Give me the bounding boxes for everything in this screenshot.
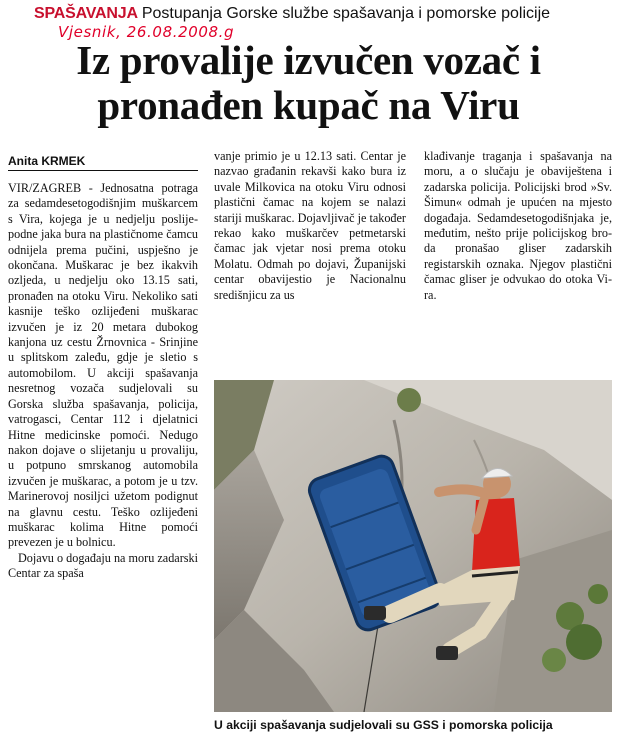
rescue-photo	[214, 380, 612, 712]
rescue-photo-illustration	[214, 380, 612, 712]
article-column-3	[424, 149, 612, 375]
article-column-2	[214, 149, 406, 375]
headline	[0, 38, 617, 128]
source-stamp: Vjesnik, 26.08.2008.g	[58, 23, 235, 41]
paragraph: vanje primio je u 12.13 sati. Centar je nazvao građanin rekavši kako bura iz uvale Milkovica na otoku Viru odnosi plastični čamac na kojem se nalazi stariji muškarac. Dojavljivač je također rekao kako muškarčev petmetarski čamac jak vjetar nosi prema otoku Molatu. Odmah po dojavi, Županijski centar obavijestio je Nacionalnu središnjicu za us	[214, 149, 406, 302]
byline: Anita KRMEK	[8, 154, 198, 171]
section-subtitle: Postupanja Gorske službe spašavanja i pomorske policije	[141, 5, 551, 22]
photo-caption: U akciji spašavanja sudjelovali su GSS i pomorska policija	[214, 718, 553, 732]
paragraph: Dojavu o događaju na moru zadarski Centar za spaša	[8, 550, 198, 581]
article-column-1	[8, 181, 198, 741]
headline-line-1: Iz provalije izvučen vozač i	[76, 37, 541, 83]
headline-line-2: pronađen kupač na Viru	[97, 82, 520, 128]
section-label: SPAŠAVANJA	[34, 5, 138, 22]
paragraph: VIR/ZAGREB - Jednosatna potraga za sedamdesetogodišnjim muškarcem s Vira, kojega je u nedjelju poslijepodne jaka bura na plastičnome čamcu odnijela prema pučini, uspješno je okončana. Muškarac je bez ikakvih ozljeda, u nedjelju oko 13.15 sati, pronađen na otoku Viru. Nekoliko sati kasnije teško ozlijeđeni muškarac izvučen je iz 20 metara dubokog kanjona uz cestu Žrnovnica - Srinjine u splitskom zaleđu, gdje je sletio s automobilom. U akciji spašavanja nesretnog vozača sudjelovali su Gorska služba spašavanja, policija, vatrogasci, Centar 112 i djelatnici Hitne medicinske pomoći. Nedugo nakon dojave o slijetanju u provaliju, u potpuno smrskanog automobila izvučen je muškarac, a potom je u tzv. Marinerovoj nosiljci užetom podignut na glavnu cestu. Teško ozlijeđeni muškarac kolima Hitne pomoći prevezen je u bolnicu.	[8, 181, 198, 550]
paragraph: klađivanje traganja i spašavanja na moru, a o slučaju je obaviještena i zadarska policija. Policijski brod »Sv. Šimun« odmah je upućen na mjesto događaja. Sedamdesetogodišnjaka je, međutim, nešto prije policijskog broda pronašao gliser zadarskih registarskih oznaka. Njegov plastični čamac gliser je odvukao do otoka Vira.	[424, 149, 612, 302]
